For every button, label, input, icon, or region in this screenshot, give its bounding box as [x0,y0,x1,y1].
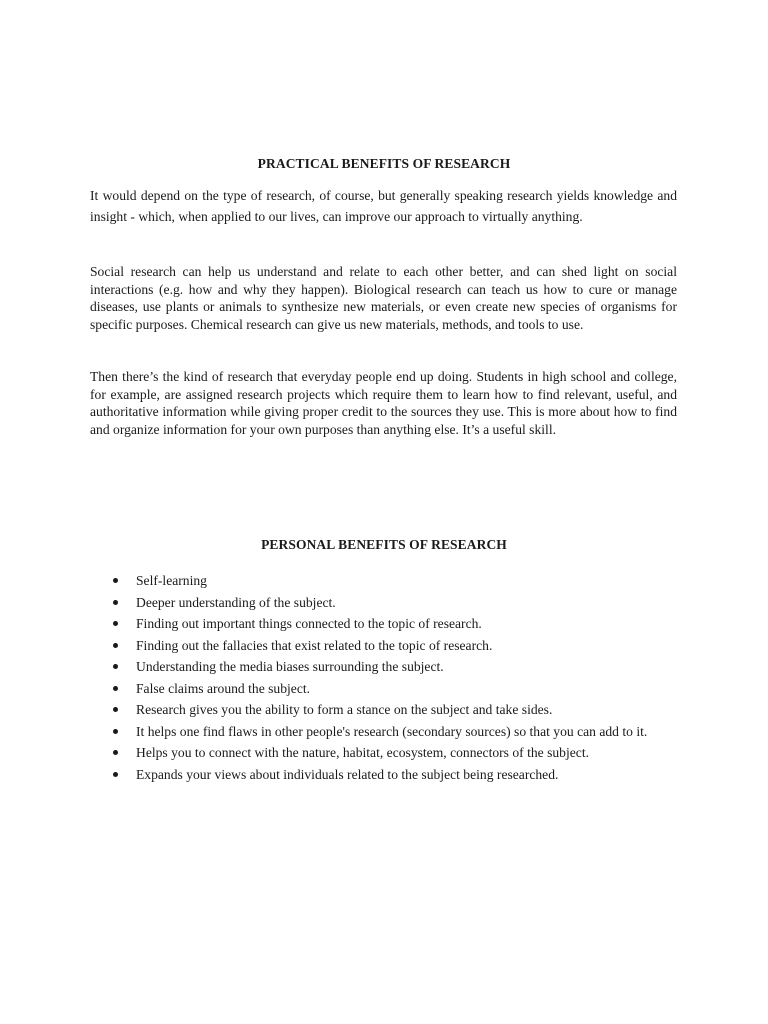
bullet-icon [113,707,118,712]
list-item-text: Finding out important things connected to the topic of research. [136,616,482,631]
personal-benefits-list [110,570,690,785]
list-item [110,764,690,786]
list-item-text: Self-learning [136,573,207,588]
bullet-icon [113,621,118,626]
list-item [110,678,690,700]
bullet-icon [113,729,118,734]
list-item-text: Finding out the fallacies that exist related to the topic of research. [136,637,493,653]
paragraph-social-biological-research: Social research can help us understand and relate to each other better, and can shed light on social interactions (e.g. how and why they happen). Biological research can teach us how to cure or manage diseases, use plants or animals to synthesize new materials, or even create new species of organisms for specific purposes. Chemical research can give us new materials, methods, and tools to use. [90,264,677,332]
list-item [110,656,690,678]
list-item-text: Understanding the media biases surrounding the subject. [136,659,444,674]
list-item-text: False claims around the subject. [136,680,311,696]
bullet-icon [113,686,118,691]
bullet-icon [113,750,118,755]
list-item-text: Expands your views about individuals related to the subject being researched. [136,766,559,782]
list-item [110,570,690,592]
bullet-icon [113,664,118,669]
bullet-icon [113,578,118,583]
list-item [110,592,690,614]
heading-practical-benefits: PRACTICAL BENEFITS OF RESEARCH [257,156,511,171]
list-item [110,742,690,764]
paragraph-everyday-research: Then there’s the kind of research that everyday people end up doing. Students in high school and college, for example, are assigned research projects which require them to learn how to find relevant, useful, and authoritative information while giving proper credit to the sources they use. This is more about how to find and organize information for your own purposes than anything else. It’s a useful skill. [90,369,677,437]
list-item-text: Research gives you the ability to form a stance on the subject and take sides. [136,702,553,717]
list-item [110,613,690,635]
bullet-icon [113,772,118,777]
bullet-icon [113,643,118,648]
list-item [110,635,690,657]
list-item-text: It helps one find flaws in other people's research (secondary sources) so that you can add to it. [136,723,648,739]
paragraph-intro: It would depend on the type of research, of course, but generally speaking research yields knowledge and insight - which, when applied to our lives, can improve our approach to virtually anything. [90,188,677,224]
list-item [110,721,690,743]
list-item [110,699,690,721]
heading-personal-benefits: PERSONAL BENEFITS OF RESEARCH [261,537,507,552]
list-item-text: Deeper understanding of the subject. [136,594,336,610]
list-item-text: Helps you to connect with the nature, habitat, ecosystem, connectors of the subject. [136,745,589,760]
bullet-icon [113,600,118,605]
